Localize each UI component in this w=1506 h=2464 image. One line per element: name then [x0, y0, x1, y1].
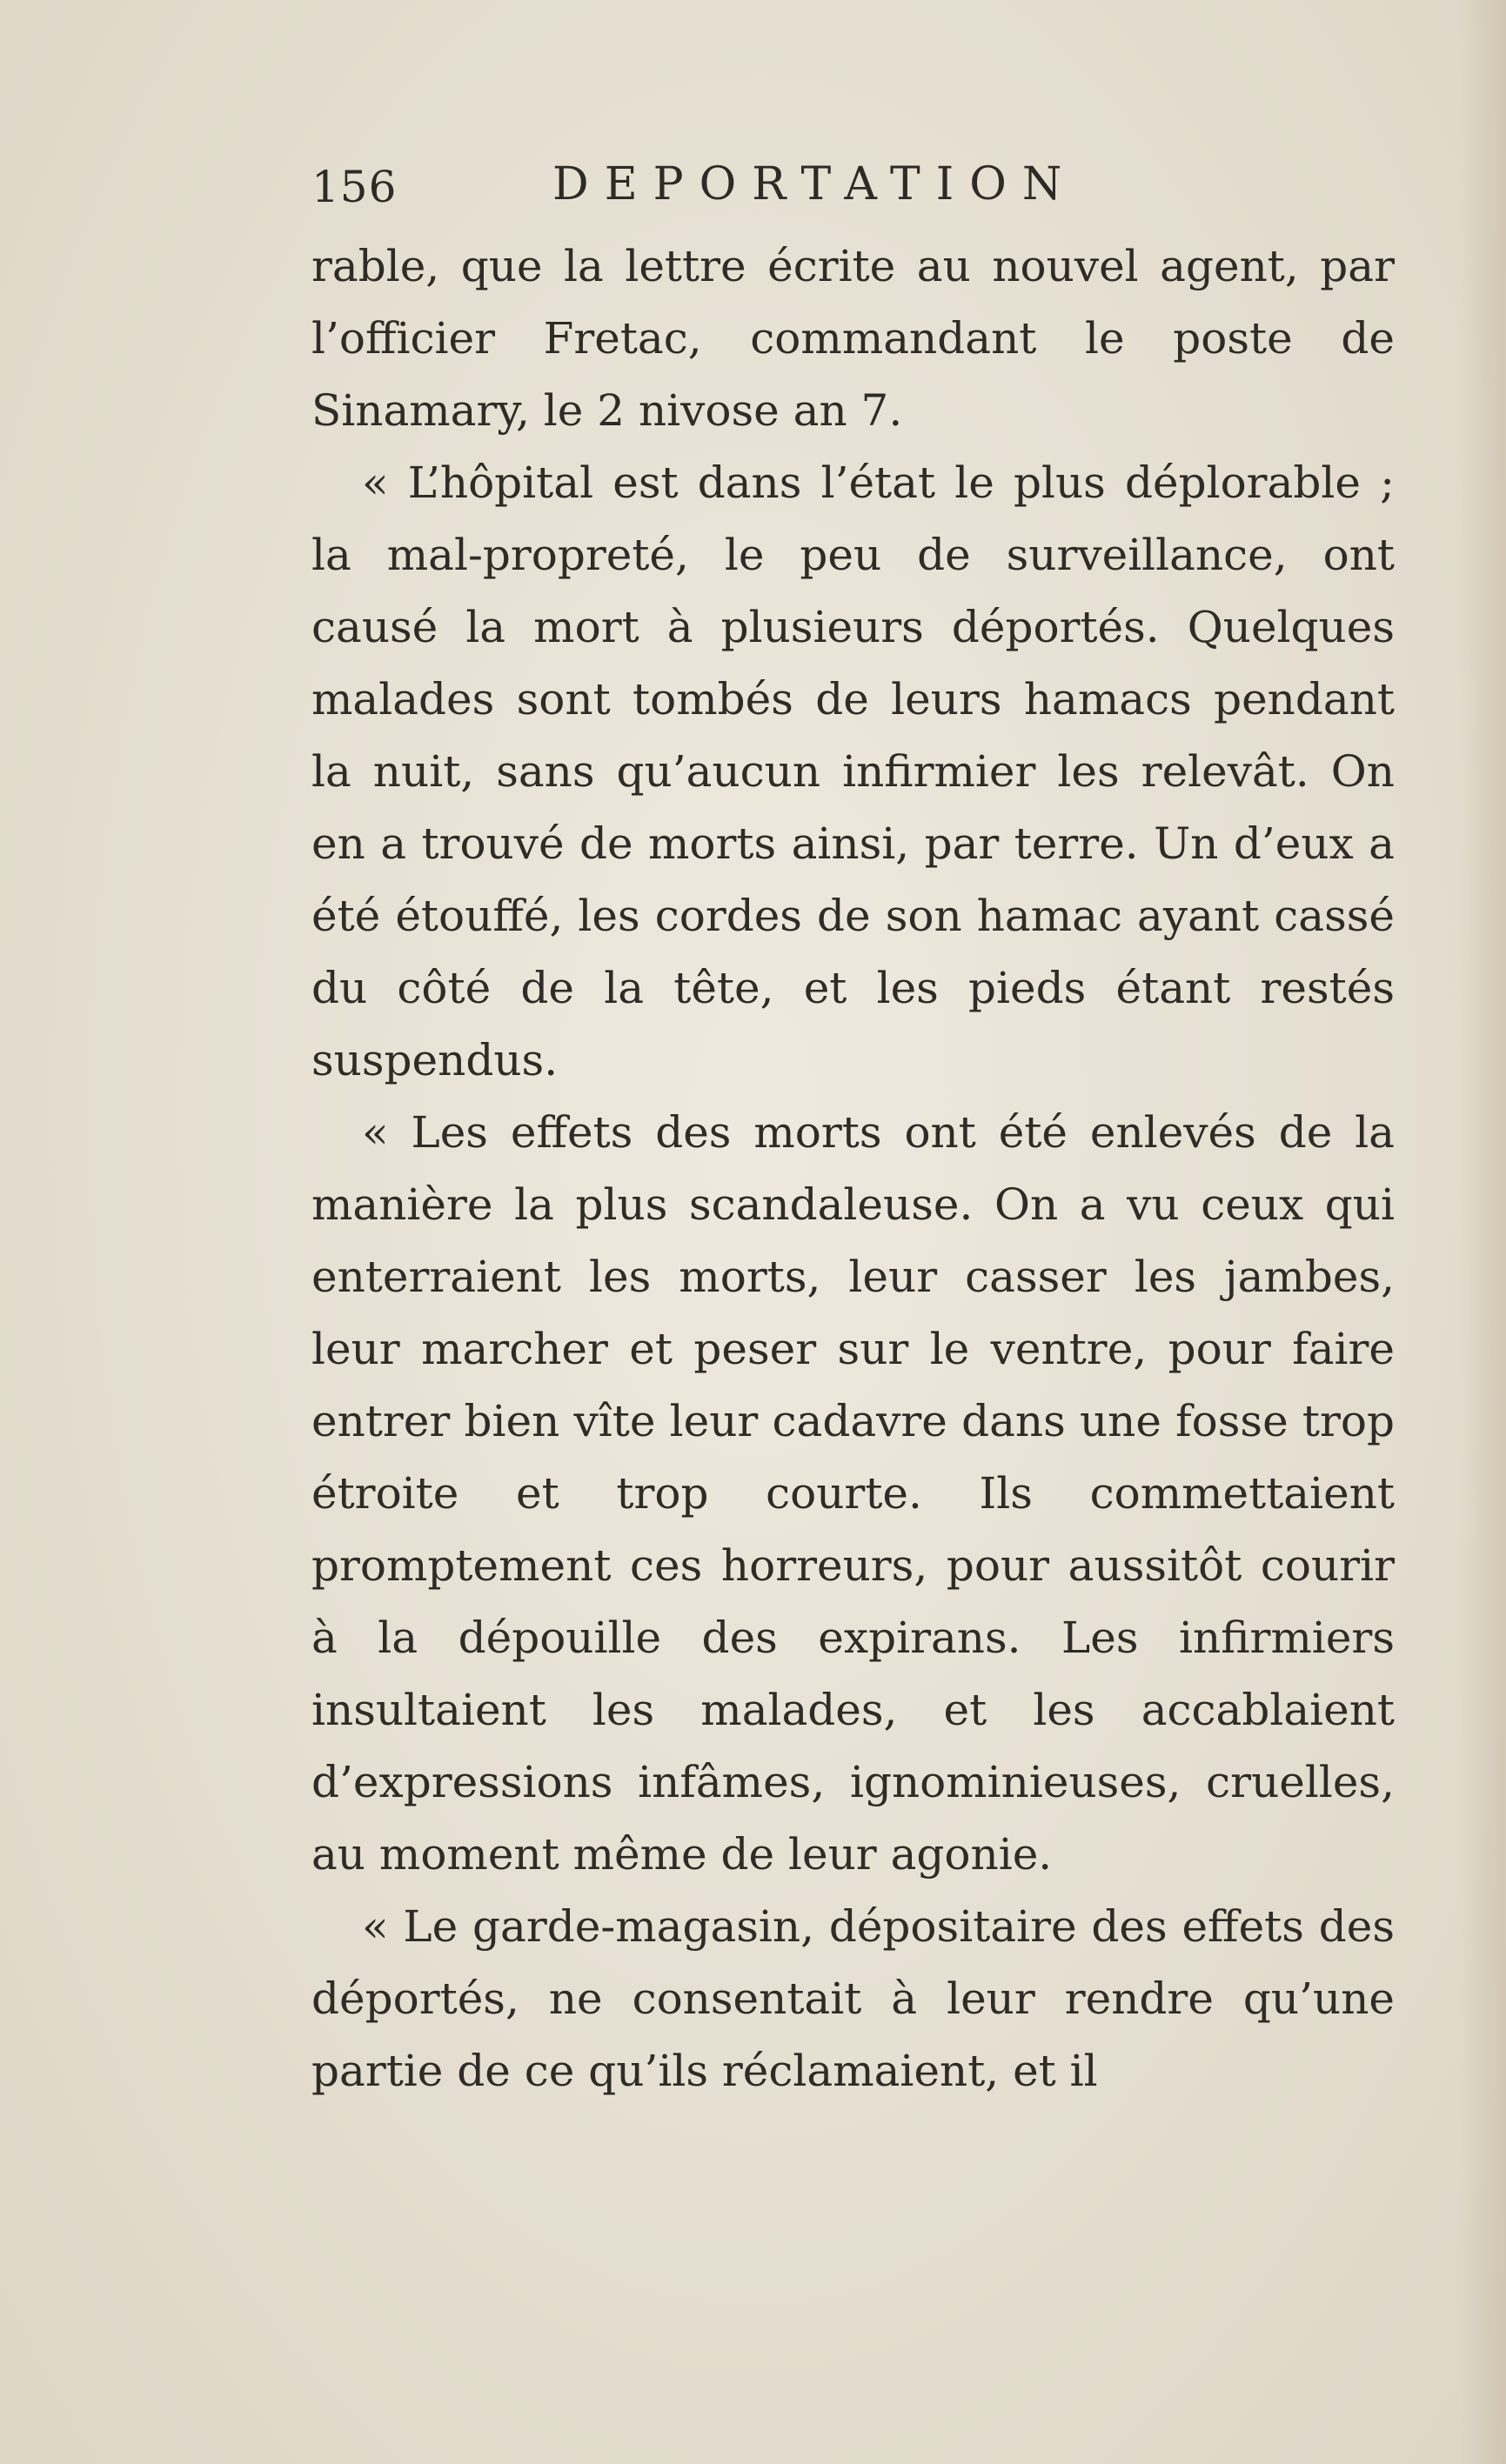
paragraph-continuation: rable, que la lettre écrite au nouvel agent, par l’officier Fretac, commandant le poste de Sinamary, le 2 nivose an 7. — [311, 241, 1395, 436]
paragraph-hospital: « L’hôpital est dans l’état le plus déplorable ; la mal-propreté, le peu de surveillance, ont causé la mort à plusieurs déportés. Quelques malades sont tombés de leurs hamacs pendant la nuit, sans qu’aucun infirmier les relevât. On en a trouvé de morts ainsi, par terre. Un d’eux a été étouffé, les cordes de son hamac ayant cassé du côté de la tête, et les pieds étant restés suspendus. — [311, 457, 1395, 1085]
page-edge-shadow — [1458, 0, 1506, 2464]
running-head: DEPORTATION — [552, 158, 1078, 210]
page-header — [311, 158, 1181, 228]
page-number: 156 — [311, 162, 398, 212]
paragraph-effects: « Les effets des morts ont été enlevés de la manière la plus scandaleuse. On a vu ceux qui enterraient les morts, leur casser les jambes, leur marcher et peser sur le ventre, pour faire entrer bien vîte leur cadavre dans une fosse trop étroite et trop courte. Ils commettaient promptement ces horreurs, pour aussitôt courir à la dépouille des expirans. Les infirmiers insultaient les malades, et les accablaient d’expressions infâmes, ignominieuses, cruelles, au moment même de leur agonie. — [311, 1107, 1395, 1880]
body-text — [311, 230, 1395, 2107]
paragraph-storekeeper: « Le garde-magasin, dépositaire des effets des déportés, ne consentait à leur rendre qu’une partie de ce qu’ils réclamaient, et il — [311, 1901, 1395, 2096]
